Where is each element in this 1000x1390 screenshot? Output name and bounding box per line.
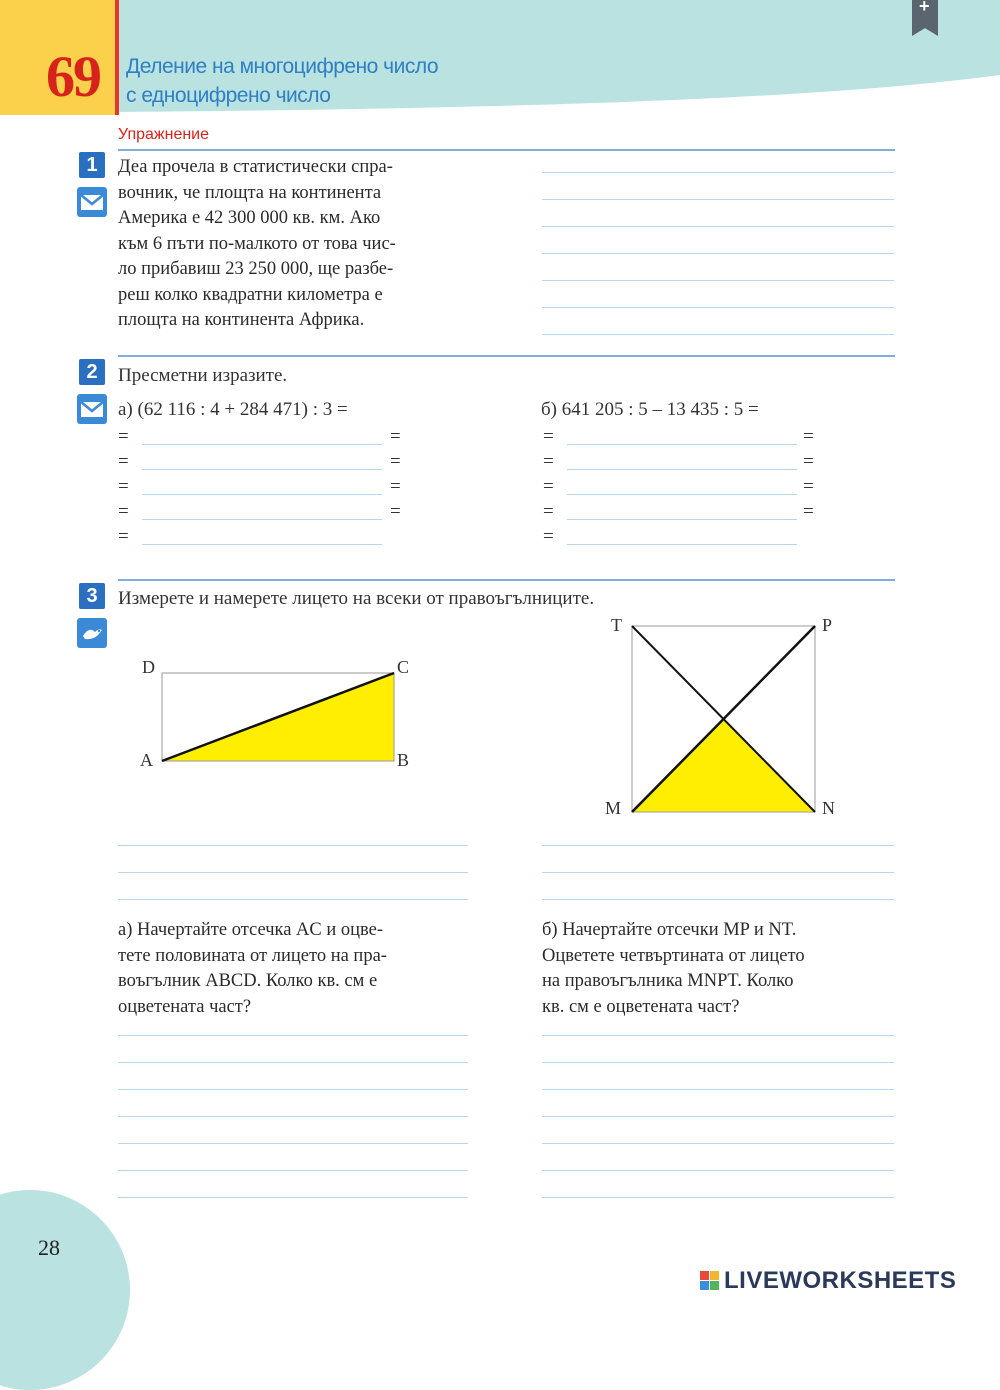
section-rule [118,355,895,357]
liveworksheets-logo-icon [700,1271,720,1291]
lesson-title-line1: Деление на многоцифрено число [126,55,439,78]
lesson-number: 69 [46,44,100,109]
answer-line[interactable] [542,1143,894,1144]
equals-sign: = [543,501,554,522]
equals-sign: = [118,451,129,472]
answer-line[interactable] [118,1170,468,1171]
equals-sign: = [543,526,554,547]
text-line: площта на континента Африка. [118,310,365,330]
liveworksheets-watermark: LIVEWORKSHEETS [724,1267,957,1294]
rectangle-abcd-figure [130,650,430,780]
equals-sign: = [803,476,814,497]
rectangle-mnpt-figure [610,610,840,830]
section-rule [118,149,895,151]
expression-b: б) 641 205 : 5 – 13 435 : 5 = [541,399,759,420]
task3a-text [118,918,470,1020]
text-line: Деа прочела в статистически спра- [118,157,393,177]
task3b-text [542,918,896,1020]
task3-prompt: Измерете и намерете лицето на всеки от правоъгълниците. [118,588,595,609]
answer-line[interactable] [142,469,382,470]
equals-sign: = [118,526,129,547]
answer-line[interactable] [542,872,894,873]
page-number: 28 [38,1235,60,1260]
answer-line[interactable] [542,1089,894,1090]
text-line: вочник, че площта на континента [118,182,382,203]
vertex-label-a: A [140,750,153,770]
answer-line[interactable] [567,544,797,545]
answer-line[interactable] [542,307,894,308]
answer-line[interactable] [118,1089,468,1090]
vertex-label-m: M [605,798,622,818]
equals-sign: = [118,476,129,497]
text-line: кв. см е оцветената част? [542,996,740,1017]
answer-line[interactable] [542,1197,894,1198]
answer-line[interactable] [567,519,797,520]
expression-a: а) (62 116 : 4 + 284 471) : 3 = [118,399,348,420]
text-line: на правоъгълника MNPT. Колко [542,971,794,991]
answer-line[interactable] [142,544,382,545]
equals-sign: = [803,426,814,447]
answer-line[interactable] [542,334,894,335]
answer-line[interactable] [118,1035,468,1036]
answer-line[interactable] [118,845,468,846]
section-rule [118,579,895,581]
answer-line[interactable] [118,1116,468,1117]
task1-text [118,155,468,334]
equals-sign: = [390,476,401,497]
vertex-label-p: P [822,615,833,635]
answer-line[interactable] [542,899,894,900]
text-line: реш колко квадратни километра е [118,284,383,305]
task-number-badge: 1 [79,152,105,178]
answer-line[interactable] [542,280,894,281]
answer-line[interactable] [542,199,894,200]
vertex-label-b: B [397,750,410,770]
equals-sign: = [118,501,129,522]
bird-icon [77,618,107,648]
answer-line[interactable] [118,1197,468,1198]
section-label: Упражнение [118,126,210,143]
answer-line[interactable] [542,1116,894,1117]
text-line: а) Начертайте отсечка AC и оцве- [118,920,384,940]
answer-line[interactable] [142,519,382,520]
text-line: оцветената част? [118,996,252,1017]
answer-line[interactable] [142,444,382,445]
text-line: към 6 пъти по-малкото от това чис- [118,233,396,254]
answer-line[interactable] [542,226,894,227]
vertex-label-t: T [611,615,622,635]
vertex-label-c: C [397,657,410,677]
equals-sign: = [803,501,814,522]
task-number-badge: 2 [79,359,105,385]
answer-line[interactable] [542,1170,894,1171]
answer-line[interactable] [118,872,468,873]
equals-sign: = [390,501,401,522]
lesson-title-line2: с едноцифрено число [126,84,331,107]
equals-sign: = [390,426,401,447]
page-corner-decoration [0,1190,130,1390]
task-number-badge: 3 [79,583,105,609]
equals-sign: = [803,451,814,472]
answer-line[interactable] [118,1143,468,1144]
task2-prompt: Пресметни изразите. [118,365,288,386]
vertex-label-d: D [142,657,155,677]
equals-sign: = [543,426,554,447]
answer-line[interactable] [542,1062,894,1063]
envelope-icon [77,187,107,217]
answer-line[interactable] [567,469,797,470]
equals-sign: = [543,476,554,497]
answer-line[interactable] [118,899,468,900]
header-red-stripe [115,0,119,115]
text-line: Оцветете четвъртината от лицето [542,945,805,966]
equals-sign: = [390,451,401,472]
answer-line[interactable] [542,172,894,173]
text-line: воъгълник ABCD. Колко кв. см е [118,971,378,991]
answer-line[interactable] [542,253,894,254]
answer-line[interactable] [567,494,797,495]
equals-sign: = [543,451,554,472]
text-line: б) Начертайте отсечки MP и NT. [542,920,797,940]
answer-line[interactable] [142,494,382,495]
plus-icon: + [919,0,930,16]
text-line: тете половината от лицето на пра- [118,945,387,966]
text-line: ло прибавиш 23 250 000, ще разбе- [118,259,394,279]
answer-line[interactable] [542,845,894,846]
answer-line[interactable] [542,1035,894,1036]
vertex-label-n: N [822,798,835,818]
answer-line[interactable] [118,1062,468,1063]
answer-line[interactable] [567,444,797,445]
shaded-triangle [632,719,815,812]
text-line: Америка е 42 300 000 кв. км. Ако [118,208,381,228]
equals-sign: = [118,426,129,447]
envelope-icon [77,394,107,424]
